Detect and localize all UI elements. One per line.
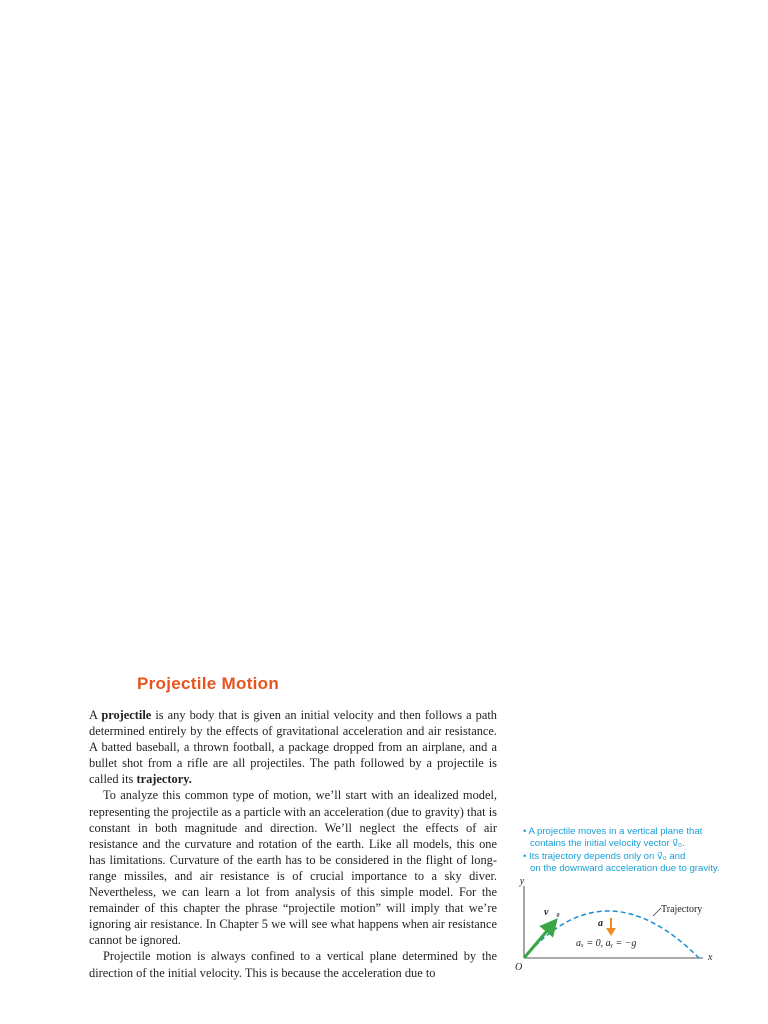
trajectory-diagram bbox=[505, 872, 735, 982]
x-axis-label: x bbox=[708, 952, 713, 963]
figure-caption bbox=[523, 826, 763, 876]
caption-line-4: on the downward acceleration due to gravity. bbox=[530, 863, 720, 875]
origin-label: O bbox=[515, 962, 523, 973]
section-title: Projectile Motion bbox=[137, 674, 280, 693]
v0-label: v⃗₀ bbox=[544, 907, 560, 918]
caption-line-2: contains the initial velocity vector v⃗₀. bbox=[530, 838, 685, 850]
acceleration-arrow-head bbox=[606, 928, 616, 936]
body-text bbox=[89, 707, 497, 981]
caption-line-1: • A projectile moves in a vertical plane that bbox=[523, 826, 703, 837]
a-label: a⃗ bbox=[598, 918, 611, 929]
y-axis-label: y bbox=[519, 876, 525, 887]
term-trajectory: trajectory. bbox=[136, 772, 192, 787]
term-projectile: projectile bbox=[101, 708, 152, 722]
paragraph-1: A projectile is any body that is given an initial velocity and then follows a path determined entirely by the effects of gravitational acceleration and air resistance. A batted baseball, a thrown football, a package dropped from an airplane, and a bullet shot from a rifle are all projectiles. The path followed by a projectile is called its trajectory. bbox=[89, 708, 497, 787]
trajectory-leader-line bbox=[653, 908, 661, 916]
velocity-arrow bbox=[524, 925, 552, 958]
caption-line-3: • Its trajectory depends only on v⃗₀ and bbox=[523, 850, 686, 862]
paragraph-2: To analyze this common type of motion, we’ll start with an idealized model, representing the projectile as a particle with an acceleration (due to gravity) that is constant in both magnitude and direction. We’ll neglect the effects of air resistance and the curvature and rotation of the earth. Like all models, this one has limitations. Curvature of the earth has to be considered in the flight of long-range missiles, and air resistance is of crucial importance to a sky diver. Nevertheless, we can learn a lot from analysis of this simple model. For the remainder of this chapter the phrase “projectile motion” will imply that we’re ignoring air resistance. In Chapter 5 we will see what happens when air resistance cannot be ignored. bbox=[89, 788, 497, 948]
projectile-figure bbox=[505, 872, 735, 982]
trajectory-label: Trajectory bbox=[661, 904, 703, 915]
paragraph-3: Projectile motion is always confined to a vertical plane determined by the direction of the initial velocity. This is because the acceleration due to bbox=[89, 949, 497, 980]
acceleration-equation: aₓ = 0, aᵧ = −g bbox=[576, 938, 637, 949]
